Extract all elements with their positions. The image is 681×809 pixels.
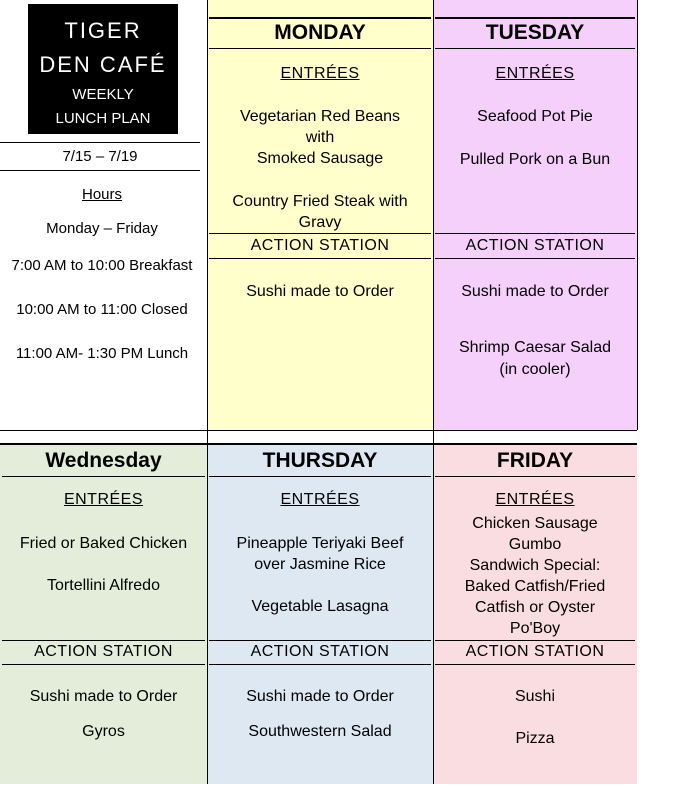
list-item: Pizza — [515, 730, 555, 747]
list-item: Sandwich Special: — [469, 557, 601, 574]
list-item: over Jasmine Rice — [254, 556, 386, 573]
divider-mid-bottom — [0, 430, 637, 431]
list-item: Sushi made to Order — [246, 283, 394, 300]
tuesday-action-bottom-rule — [435, 258, 635, 259]
thursday-column — [207, 444, 433, 784]
wednesday-action-top-rule — [2, 640, 205, 641]
list-item: Fried or Baked Chicken — [19, 535, 188, 552]
friday-action-bottom-rule — [435, 664, 635, 665]
hours-closed: 10:00 AM to 11:00 Closed — [16, 301, 188, 318]
list-item: Country Fried Steak with — [232, 193, 408, 210]
monday-column — [207, 0, 433, 430]
tuesday-action-top-rule — [435, 233, 635, 234]
list-item: Vegetable Lasagna — [251, 598, 389, 615]
logo-line-3: WEEKLY — [72, 86, 134, 103]
thursday-title: THURSDAY — [262, 449, 378, 472]
list-item: Shrimp Caesar Salad — [458, 339, 612, 356]
tuesday-title: TUESDAY — [485, 21, 585, 44]
list-item: Chicken Sausage — [472, 515, 598, 532]
list-item: Pulled Pork on a Bun — [459, 151, 611, 168]
hours-breakfast: 7:00 AM to 10:00 Breakfast — [11, 257, 193, 274]
monday-top-rule — [209, 17, 431, 19]
thursday-action-top-rule — [209, 640, 431, 641]
list-item: Po'Boy — [509, 620, 561, 637]
dates-bottom-rule — [0, 170, 200, 171]
list-item: Tortellini Alfredo — [47, 577, 160, 594]
monday-action-bottom-rule — [209, 258, 431, 259]
list-item: Baked Catfish/Fried — [464, 578, 606, 595]
hours-title: Hours — [81, 186, 122, 203]
logo-line-4: LUNCH PLAN — [55, 110, 151, 127]
wednesday-entrees-heading: ENTRÉES — [63, 491, 144, 508]
cafe-logo — [28, 4, 178, 134]
logo-line-2: DEN CAFÉ — [39, 52, 167, 77]
monday-action-top-rule — [209, 233, 431, 234]
thursday-entrees-heading: ENTRÉES — [280, 491, 360, 508]
friday-entrees-heading: ENTRÉES — [495, 491, 575, 508]
list-item: Gumbo — [508, 536, 562, 553]
friday-action-heading: ACTION STATION — [465, 643, 605, 660]
list-item: Gyros — [82, 723, 125, 740]
list-item: Pineapple Teriyaki Beef — [236, 535, 404, 552]
monday-title-rule — [209, 48, 431, 49]
hours-lunch: 11:00 AM- 1:30 PM Lunch — [15, 345, 189, 362]
thursday-title-rule — [209, 476, 431, 477]
tuesday-action-heading: ACTION STATION — [465, 237, 605, 254]
tuesday-top-rule — [435, 17, 635, 19]
wednesday-column — [0, 444, 207, 784]
thursday-action-bottom-rule — [209, 664, 431, 665]
week-dates: 7/15 – 7/19 — [62, 148, 138, 165]
list-item: Vegetarian Red Beans — [239, 108, 401, 125]
wednesday-action-bottom-rule — [2, 664, 205, 665]
tuesday-column — [433, 0, 637, 430]
list-item: (in cooler) — [499, 361, 571, 378]
list-item: Sushi — [514, 688, 556, 705]
logo-line-1: TIGER — [64, 18, 142, 43]
list-item: Sushi made to Order — [29, 688, 178, 705]
friday-column — [433, 444, 637, 784]
friday-title: FRIDAY — [496, 449, 574, 472]
list-item: Southwestern Salad — [248, 723, 392, 740]
monday-title: MONDAY — [274, 21, 366, 44]
friday-title-rule — [435, 476, 635, 477]
divider-v3 — [637, 0, 638, 430]
wednesday-title: Wednesday — [45, 449, 162, 472]
hours-days: Monday – Friday — [46, 220, 158, 237]
wednesday-title-rule — [2, 476, 205, 477]
list-item: Seafood Pot Pie — [477, 108, 593, 125]
thursday-action-heading: ACTION STATION — [250, 643, 390, 660]
monday-action-heading: ACTION STATION — [250, 237, 390, 254]
wednesday-action-heading: ACTION STATION — [34, 643, 173, 660]
friday-action-top-rule — [435, 640, 635, 641]
list-item: Gravy — [298, 214, 342, 231]
list-item: Catfish or Oyster — [474, 599, 596, 616]
list-item: Sushi made to Order — [461, 283, 609, 300]
list-item: Sushi made to Order — [246, 688, 394, 705]
monday-entrees-heading: ENTRÉES — [280, 65, 360, 82]
tuesday-entrees-heading: ENTRÉES — [495, 65, 575, 82]
list-item: Smoked Sausage — [256, 150, 384, 167]
tuesday-title-rule — [435, 48, 635, 49]
list-item: with — [305, 129, 335, 146]
